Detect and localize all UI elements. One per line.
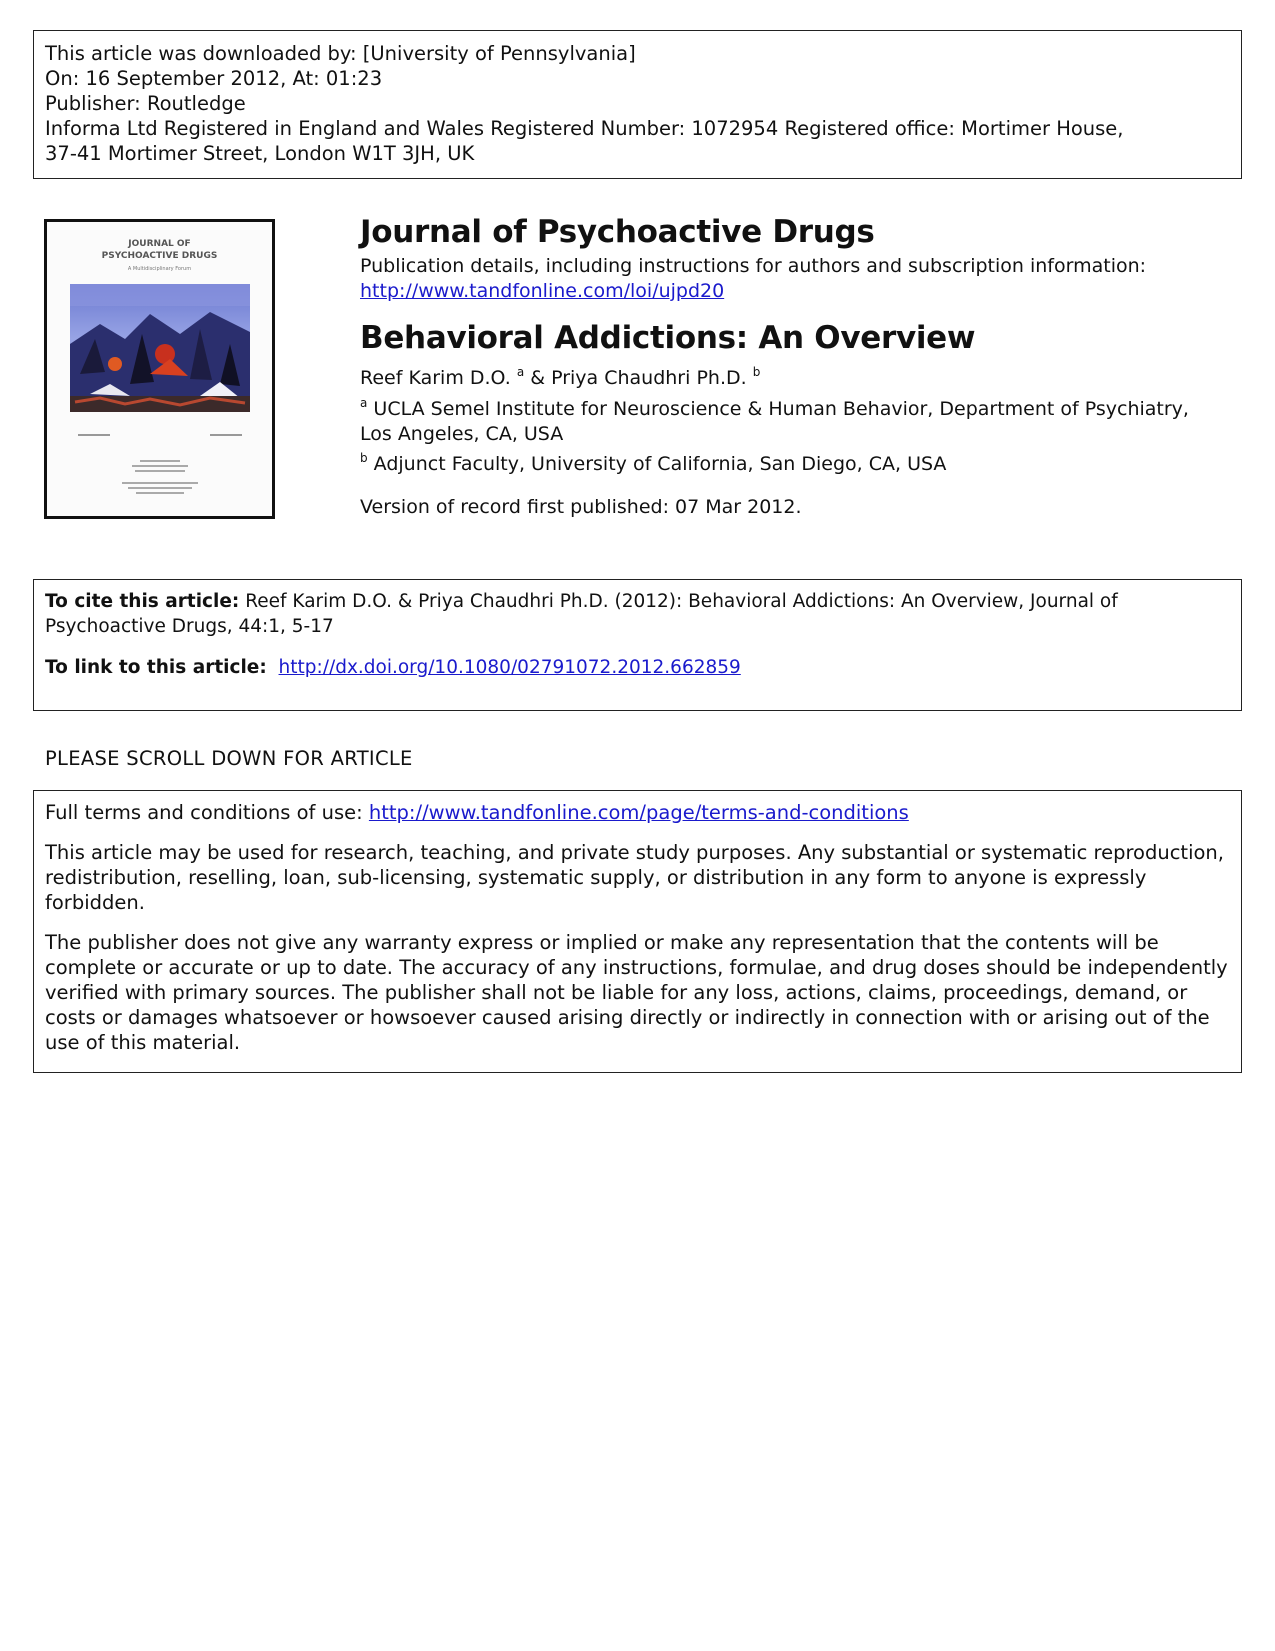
affiliation-a-text: UCLA Semel Institute for Neuroscience & Human Behavior, Department of Psychiatry, Los Angeles, CA, USA [360, 398, 1189, 445]
article-link-row [45, 655, 1230, 680]
cover-artwork [70, 284, 250, 412]
author-1-affil-mark: a [516, 365, 525, 379]
publisher-line: Publisher: Routledge [45, 92, 246, 115]
journal-title: Journal of Psychoactive Drugs [360, 214, 875, 250]
terms-paragraph-disclaimer: The publisher does not give any warranty express or implied or make any representation that the contents will be complete or accurate or up to date. The accuracy of any instructions, formulae, and drug doses should be independently verified with primary sources. The publisher shall not be liable for any loss, actions, claims, proceedings, demand, or costs or damages whatsoever or howsoever caused arising directly or indirectly in connection with or arising out of the use of this material. [45, 931, 1228, 1054]
cover-title-line1: JOURNAL OF [128, 239, 191, 249]
author-2-affil-mark: b [752, 365, 761, 379]
affiliation-b [360, 453, 946, 475]
address-line: 37-41 Mortimer Street, London W1T 3JH, UK [45, 142, 475, 165]
terms-box [33, 790, 1242, 1073]
cover-subtitle: A Multidisciplinary Forum [127, 266, 192, 272]
download-info-box [33, 30, 1242, 179]
article-link-label: To link to this article: [45, 657, 267, 678]
cite-text: Reef Karim D.O. & Priya Chaudhri Ph.D. (2012): Behavioral Addictions: An Overview, Journal of Psychoactive Drugs, 44:1, 5-17 [45, 591, 1118, 637]
terms-link-row [45, 800, 1230, 825]
cite-label: To cite this article: [45, 591, 240, 612]
version-of-record: Version of record first published: 07 Mar 2012. [360, 496, 802, 518]
download-info-line: This article was downloaded by: [University of Pennsylvania] [45, 42, 636, 65]
publication-details: Publication details, including instructions for authors and subscription information: [360, 255, 1147, 277]
terms-link[interactable]: http://www.tandfonline.com/page/terms-and-conditions [368, 801, 909, 824]
author-2: & Priya Chaudhri Ph.D. [530, 367, 747, 389]
author-1: Reef Karim D.O. [360, 367, 511, 389]
affiliation-a-mark: a [360, 396, 368, 410]
affiliation-b-mark: b [360, 451, 368, 465]
cover-title-line2: PSYCHOACTIVE DRUGS [101, 251, 218, 261]
article-title: Behavioral Addictions: An Overview [360, 320, 976, 356]
journal-url-link[interactable]: http://www.tandfonline.com/loi/ujpd20 [360, 280, 725, 302]
cover-text-lines [70, 432, 250, 502]
authors-line [360, 367, 760, 389]
terms-label: Full terms and conditions of use: [45, 801, 363, 824]
affiliation-a [360, 397, 1220, 447]
affiliation-b-text: Adjunct Faculty, University of California, San Diego, CA, USA [373, 453, 947, 475]
download-date-line: On: 16 September 2012, At: 01:23 [45, 67, 383, 90]
terms-paragraph-usage: This article may be used for research, teaching, and private study purposes. Any substantial or systematic reproduction, redistribution, reselling, loan, sub-licensing, systematic supply, or distribution in any form to anyone is expressly forbidden. [45, 841, 1224, 914]
scroll-down-message: PLEASE SCROLL DOWN FOR ARTICLE [45, 747, 413, 770]
article-doi-link[interactable]: http://dx.doi.org/10.1080/02791072.2012.662859 [278, 657, 741, 678]
citation-box [33, 579, 1242, 711]
registration-line: Informa Ltd Registered in England and Wales Registered Number: 1072954 Registered office: Mortimer House, [45, 117, 1124, 140]
journal-cover-image [44, 219, 275, 519]
cite-paragraph [45, 589, 1230, 639]
